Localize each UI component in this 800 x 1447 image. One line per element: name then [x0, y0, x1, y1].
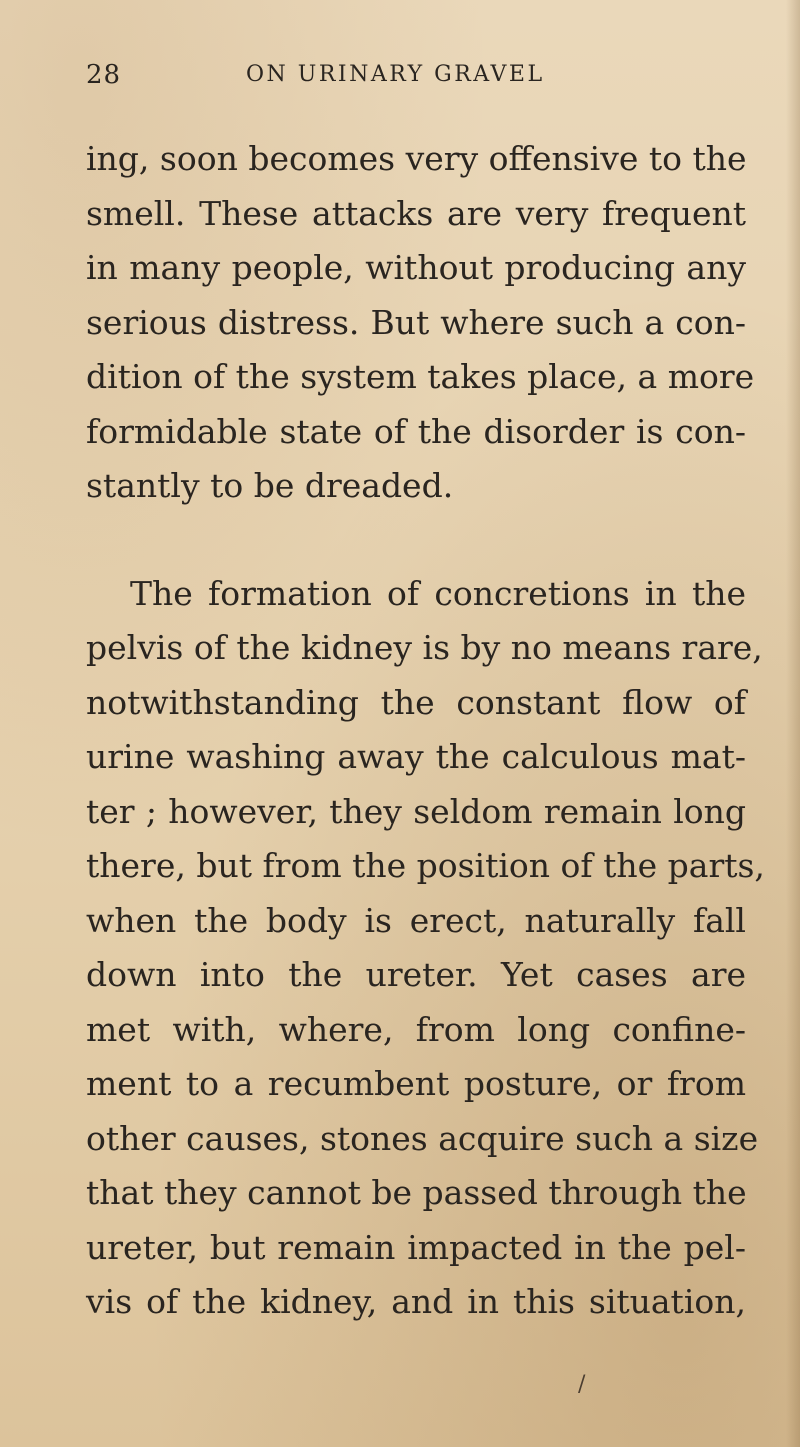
running-title: ON URINARY GRAVEL [246, 62, 545, 87]
text-line: serious distress. But where such a con- [86, 302, 746, 342]
text-line: in many people, without producing any [86, 248, 746, 287]
text-line: ing, soon becomes very offensive to the [86, 139, 747, 178]
text-line: smell. These attacks are very frequent [86, 193, 746, 233]
text-line: formidable state of the disorder is con- [86, 411, 746, 451]
running-head [86, 60, 726, 100]
body-text [86, 132, 765, 1330]
stray-mark: / [578, 1372, 586, 1397]
paragraph-1 [86, 132, 755, 514]
text-line: down into the ureter. Yet cases are [86, 955, 746, 994]
text-line: ureter, but remain impacted in the pel- [86, 1227, 746, 1267]
text-line: urine washing away the calculous mat- [86, 737, 746, 776]
paragraph-gap [86, 514, 746, 567]
text-line: The formation of concretions in the [130, 573, 746, 613]
text-line: other causes, stones acquire such a size [86, 1118, 759, 1158]
text-line: vis of the kidney, and in this situation, [86, 1282, 746, 1321]
text-line: pelvis of the kidney is by no means rare, [86, 628, 763, 667]
text-line: notwithstanding the constant flow of [86, 682, 746, 722]
text-line: there, but from the position of the parts, [86, 846, 765, 885]
page-edge-shadow [786, 0, 800, 1447]
text-line: stantly to be dreaded. [86, 466, 454, 505]
text-line: that they cannot be passed through the [86, 1173, 747, 1212]
text-line: ter ; however, they seldom remain long [86, 791, 746, 831]
text-line: when the body is erect, naturally fall [86, 900, 746, 940]
page-number: 28 [86, 60, 122, 90]
paragraph-2 [86, 567, 765, 1330]
text-line: dition of the system takes place, a more [86, 357, 755, 396]
text-line: met with, where, from long confine- [86, 1009, 746, 1049]
text-line: ment to a recumbent posture, or from [86, 1064, 746, 1103]
